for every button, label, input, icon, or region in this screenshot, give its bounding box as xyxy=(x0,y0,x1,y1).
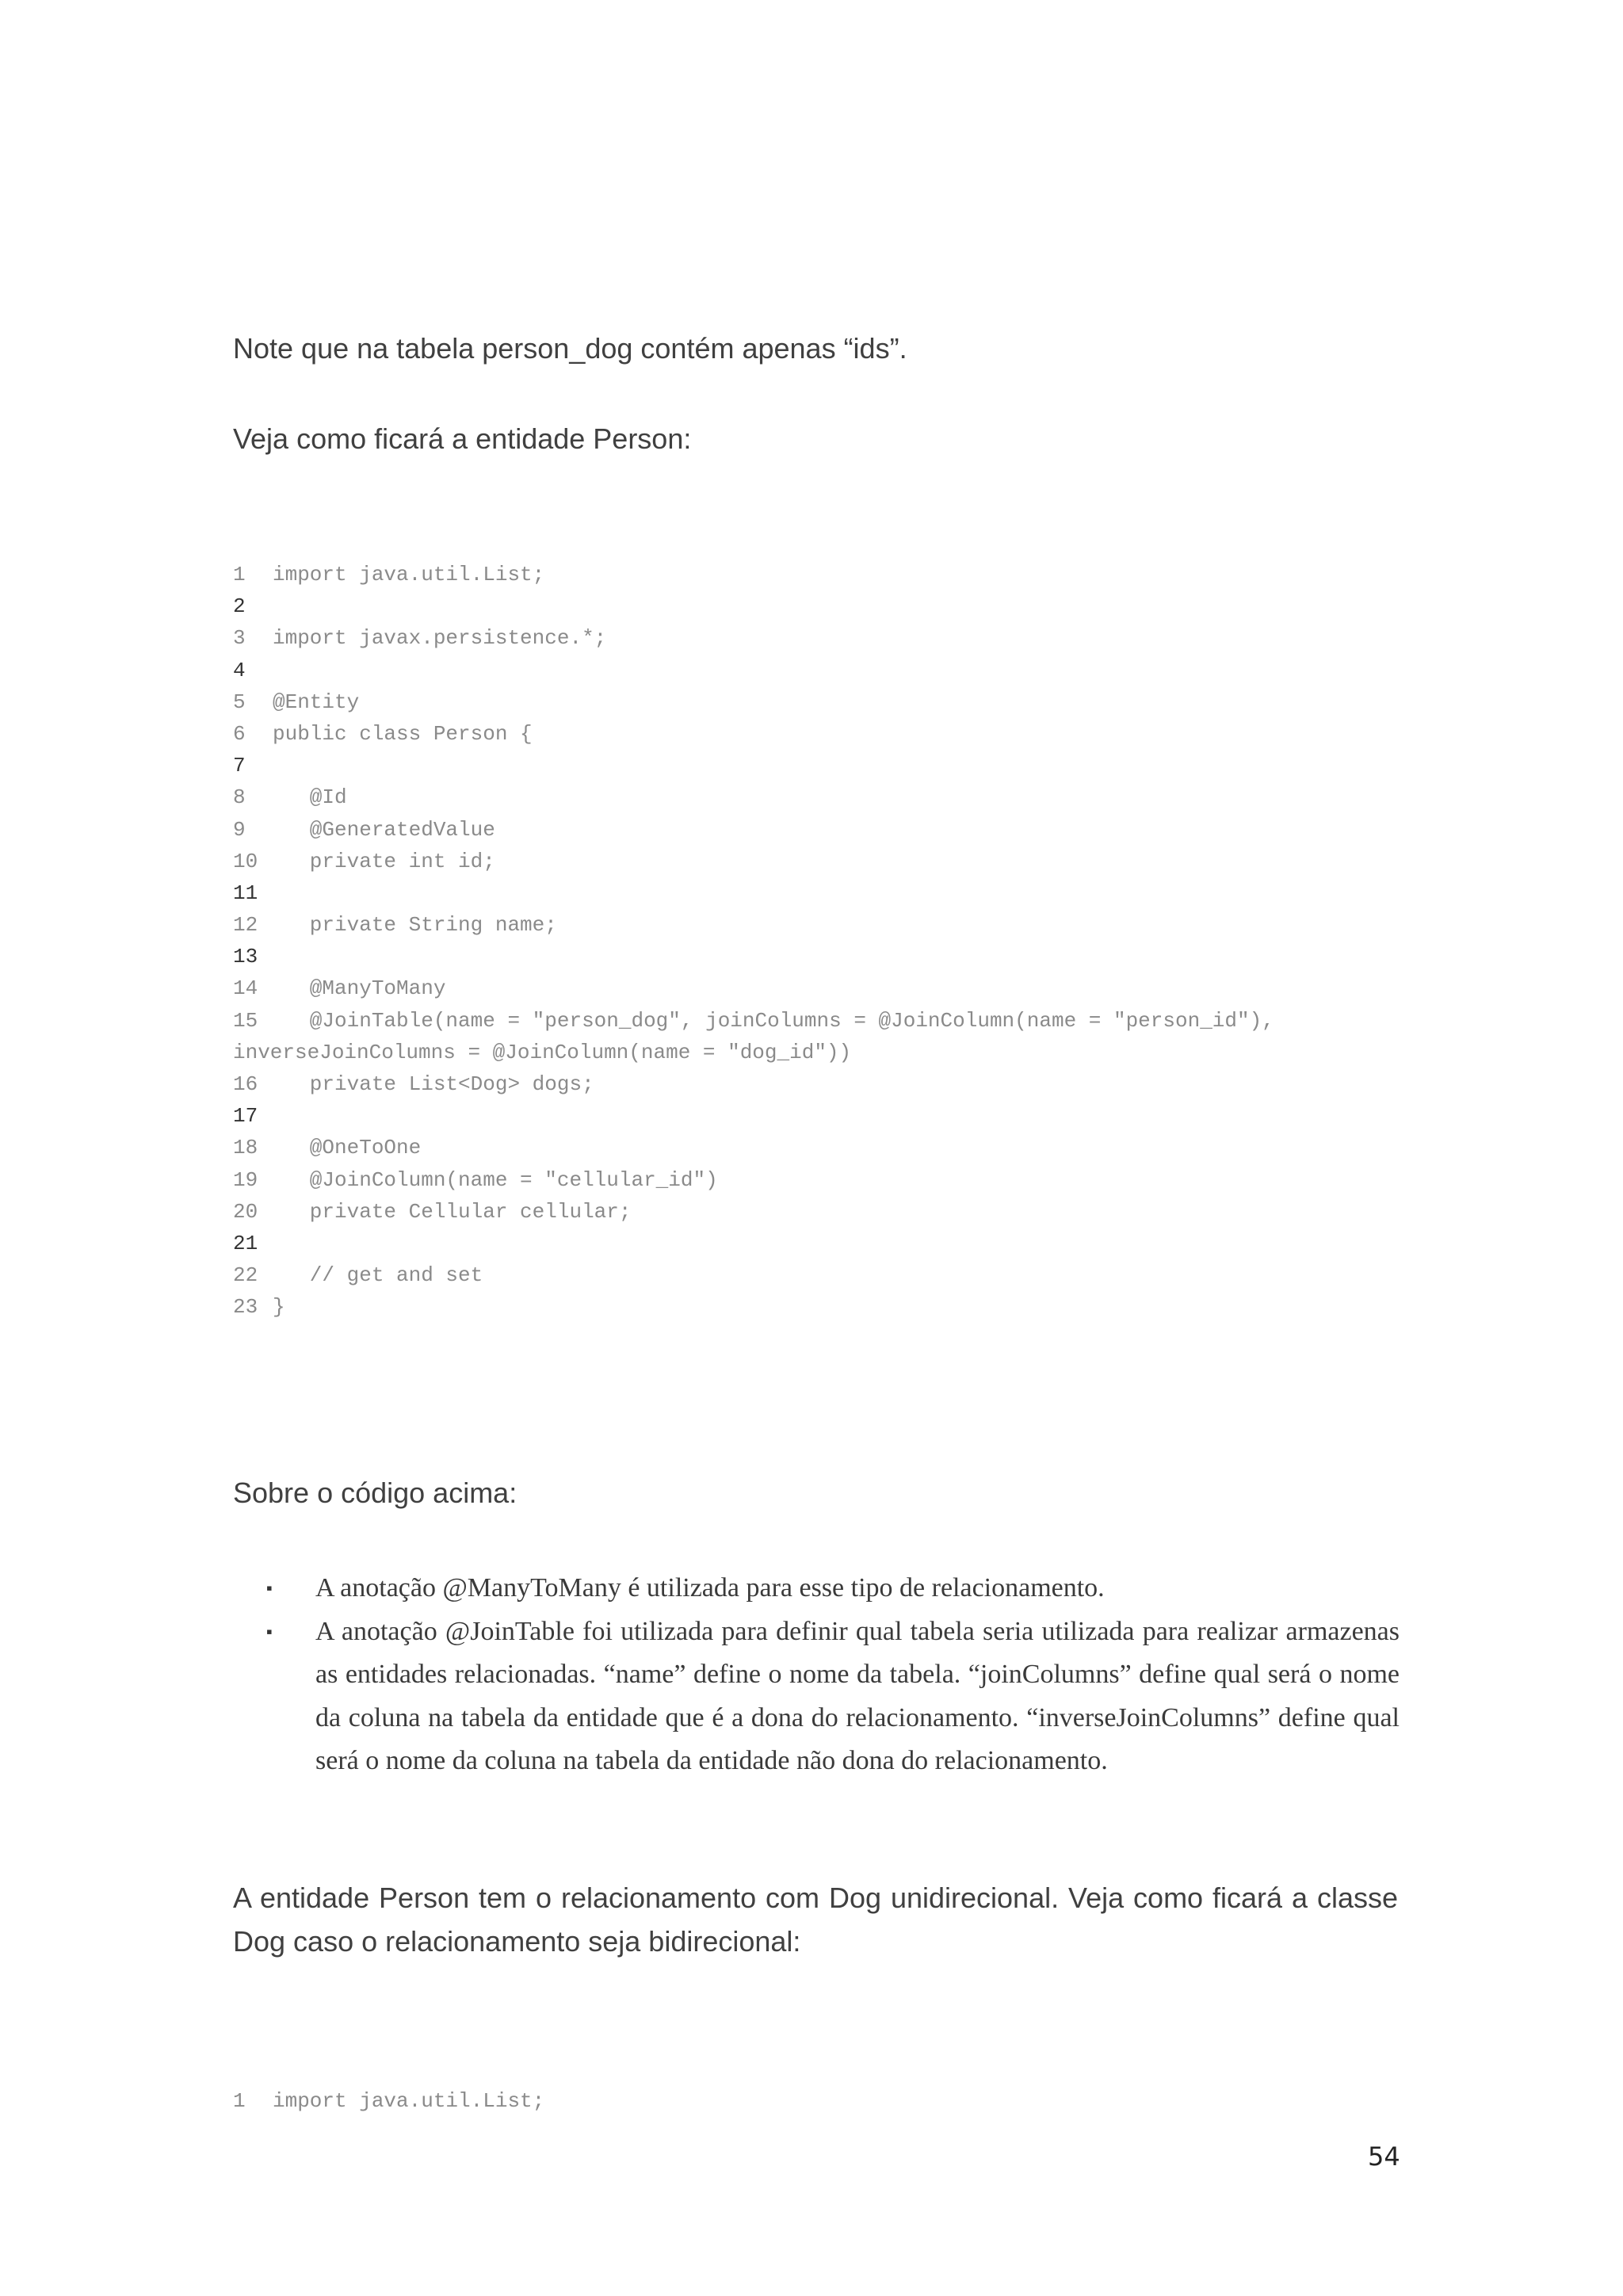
code-text: @Entity xyxy=(273,690,360,714)
paragraph-about-code: Sobre o código acima: xyxy=(233,1477,517,1509)
code-line xyxy=(233,750,1406,781)
code-line xyxy=(233,1068,1406,1100)
line-number: 8 xyxy=(233,785,246,810)
line-number: 7 xyxy=(233,754,246,778)
code-line xyxy=(233,718,1406,750)
code-text: @JoinTable(name = "person_dog", joinColumns = @JoinColumn(name = "person_id"), xyxy=(273,1008,1274,1033)
line-number: 21 xyxy=(233,1231,258,1255)
code-line xyxy=(233,559,1406,590)
code-text: private Cellular cellular; xyxy=(273,1199,632,1224)
code-line xyxy=(233,622,1406,654)
code-text: @JoinColumn(name = "cellular_id") xyxy=(273,1167,718,1192)
code-text: import java.util.List; xyxy=(273,563,545,586)
line-number: 5 xyxy=(233,690,246,714)
line-number: 23 xyxy=(233,1295,258,1320)
line-number: 1 xyxy=(233,563,246,586)
code-line xyxy=(233,1164,1406,1196)
page-number: 54 xyxy=(1368,2141,1400,2172)
line-number: 14 xyxy=(233,976,258,1001)
code-line xyxy=(233,877,1406,909)
code-text: @ManyToMany xyxy=(273,976,446,1001)
code-line xyxy=(233,972,1406,1004)
code-line xyxy=(233,846,1406,877)
code-line xyxy=(233,1228,1406,1259)
line-number: 18 xyxy=(233,1136,258,1160)
code-line xyxy=(233,1259,1406,1291)
code-line xyxy=(233,1132,1406,1163)
line-number: 17 xyxy=(233,1104,258,1129)
line-number: 20 xyxy=(233,1199,258,1224)
line-number: 6 xyxy=(233,721,246,746)
bullet-text: A anotação @ManyToMany é utilizada para esse tipo de relacionamento. xyxy=(315,1573,1105,1603)
line-number: 9 xyxy=(233,817,246,842)
line-number: 16 xyxy=(233,1072,258,1096)
code-text: @OneToOne xyxy=(273,1136,422,1160)
line-number: 3 xyxy=(233,626,246,651)
code-line xyxy=(233,909,1406,941)
code-text: // get and set xyxy=(273,1263,483,1288)
code-line xyxy=(233,1291,1406,1323)
code-block-dog xyxy=(233,2085,1406,2117)
bullet-item xyxy=(266,1610,1400,1783)
code-text: @Id xyxy=(273,785,347,810)
line-number: 22 xyxy=(233,1263,258,1288)
code-line xyxy=(233,655,1406,686)
code-line xyxy=(233,1100,1406,1132)
code-line xyxy=(233,781,1406,813)
line-number: 15 xyxy=(233,1008,258,1033)
line-number: 4 xyxy=(233,658,246,682)
code-line xyxy=(233,1005,1406,1037)
code-line xyxy=(233,941,1406,972)
code-text: import javax.persistence.*; xyxy=(273,626,607,651)
code-text: public class Person { xyxy=(273,721,533,746)
paragraph-note: Note que na tabela person_dog contém apenas “ids”. xyxy=(233,332,907,365)
bullet-item xyxy=(266,1567,1400,1610)
code-text: } xyxy=(273,1295,285,1320)
code-text: private List<Dog> dogs; xyxy=(273,1072,594,1096)
code-line xyxy=(233,2085,1406,2117)
bullet-list xyxy=(266,1567,1400,1783)
line-number: 13 xyxy=(233,945,258,969)
line-number: 10 xyxy=(233,849,258,873)
paragraph-intro-person: Veja como ficará a entidade Person: xyxy=(233,422,692,455)
code-text: private int id; xyxy=(273,849,495,873)
bullet-square-icon: ▪ xyxy=(266,1578,273,1598)
bullet-text: A anotação @JoinTable foi utilizada para definir qual tabela seria utilizada para realizar armazenas as entidades relacionadas. “name” define o nome da tabela. “joinColumns” define qual será o nome da coluna na tabela da entidade que é a dona do relacionamento. “inverseJoinColumns” define qual será o nome da coluna na tabela da entidade não dona do relacionamento. xyxy=(315,1616,1400,1775)
bullet-square-icon: ▪ xyxy=(266,1621,273,1641)
code-text: private String name; xyxy=(273,913,557,938)
line-number: 19 xyxy=(233,1167,258,1192)
code-line xyxy=(233,1037,1406,1068)
code-block-person xyxy=(233,559,1406,1324)
line-number: 11 xyxy=(233,881,258,905)
paragraph-bidirectional: A entidade Person tem o relacionamento com Dog unidirecional. Veja como ficará a classe Dog caso o relacionamento seja bidirecional: xyxy=(233,1881,1398,1958)
code-line xyxy=(233,590,1406,622)
line-number: 12 xyxy=(233,913,258,938)
code-line xyxy=(233,814,1406,846)
code-line xyxy=(233,686,1406,718)
code-line xyxy=(233,1196,1406,1228)
line-number: 2 xyxy=(233,594,246,619)
line-number: 1 xyxy=(233,2089,246,2113)
code-text: import java.util.List; xyxy=(273,2089,545,2113)
code-text: @GeneratedValue xyxy=(273,817,495,842)
code-text: inverseJoinColumns = @JoinColumn(name = "dog_id")) xyxy=(233,1040,852,1064)
